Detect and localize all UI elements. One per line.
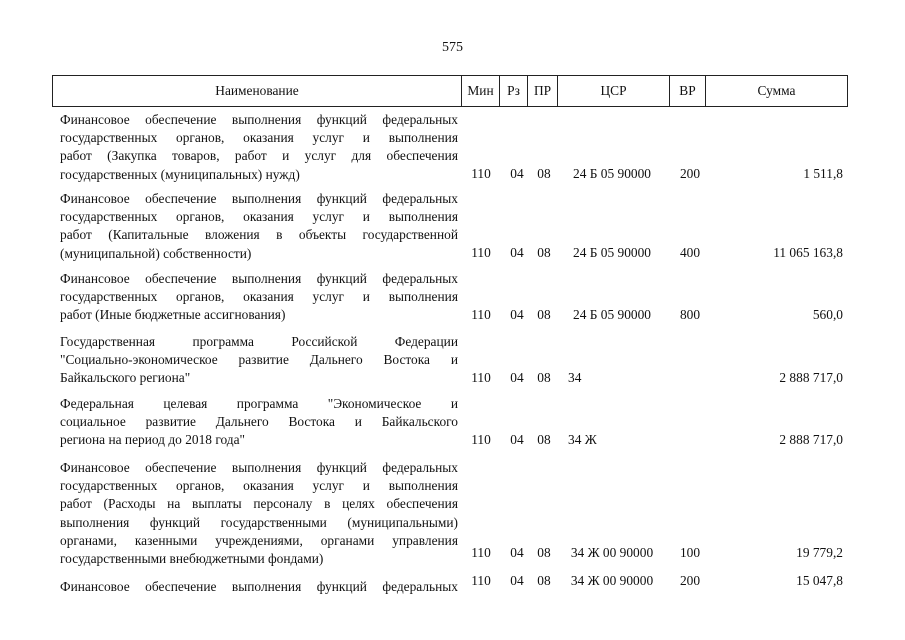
row-name-line: государственных органов, оказания услуг и выполнения	[60, 209, 458, 225]
row-min: 110	[471, 573, 491, 588]
row-name-line: выполнения функций государственными (муниципальными)	[60, 514, 458, 530]
column-header-csr: ЦСР	[558, 76, 670, 106]
row-name-line: Финансовое обеспечение выполнения функций федеральных	[60, 460, 458, 475]
row-name-line: Финансовое обеспечение выполнения функций федеральных	[60, 112, 458, 127]
row-rz: 04	[510, 245, 524, 260]
row-pr: 08	[537, 307, 551, 322]
row-name	[60, 190, 458, 263]
row-name-line: Финансовое обеспечение выполнения функций федеральных	[60, 191, 458, 206]
page-number: 575	[442, 40, 463, 55]
row-min: 110	[471, 370, 491, 385]
row-name-line: региона на период до 2018 года"	[60, 432, 246, 448]
row-name-line: (муниципальной) собственности)	[60, 245, 252, 261]
row-name-line: Финансовое обеспечение выполнения функций федеральных	[60, 271, 458, 286]
row-rz: 04	[510, 432, 524, 447]
row-name-line: государственных органов, оказания услуг и выполнения	[60, 130, 458, 146]
row-min: 110	[471, 166, 491, 181]
row-sum: 1 511,8	[803, 166, 843, 181]
row-vr: 100	[679, 545, 701, 560]
row-pr: 08	[537, 370, 551, 385]
row-vr: 800	[679, 307, 701, 322]
row-vr: 200	[679, 573, 701, 588]
row-min: 110	[471, 432, 491, 447]
row-csr: 34	[568, 370, 582, 385]
row-name-line: работ (Расходы на выплаты персоналу в целях обеспечения	[60, 496, 458, 512]
row-vr: 400	[679, 245, 701, 260]
row-name	[60, 578, 458, 596]
row-name-line: Государственная программа Российской Федерации	[60, 334, 458, 349]
row-name	[60, 270, 458, 325]
row-sum: 11 065 163,8	[773, 245, 843, 260]
column-header-rz: Рз	[500, 76, 528, 106]
row-pr: 08	[537, 573, 551, 588]
row-csr: 34 Ж	[568, 432, 597, 447]
row-name-line: государственными внебюджетными фондами)	[60, 551, 324, 567]
column-header-sum: Сумма	[757, 83, 796, 98]
row-rz: 04	[510, 307, 524, 322]
row-pr: 08	[537, 545, 551, 560]
row-name-line: Байкальского региона"	[60, 370, 191, 386]
row-sum: 2 888 717,0	[779, 432, 843, 447]
row-name-line: государственных (муниципальных) нужд)	[60, 166, 300, 182]
column-header-name: Наименование	[53, 76, 462, 106]
row-name	[60, 111, 458, 184]
row-min: 110	[471, 307, 491, 322]
row-min: 110	[471, 245, 491, 260]
row-vr: 200	[679, 166, 701, 181]
table-header	[52, 75, 848, 107]
row-sum: 19 779,2	[796, 545, 843, 560]
row-csr: 24 Б 05 90000	[573, 166, 651, 181]
column-header-vr: ВР	[670, 76, 706, 106]
row-csr: 24 Б 05 90000	[573, 307, 651, 322]
row-pr: 08	[537, 432, 551, 447]
column-header-min: Мин	[462, 76, 500, 106]
row-name-line: государственных органов, оказания услуг и выполнения	[60, 289, 458, 305]
row-name	[60, 333, 458, 388]
row-pr: 08	[537, 245, 551, 260]
column-header-pr: ПР	[528, 76, 558, 106]
row-name-line: Федеральная целевая программа "Экономическое и	[60, 396, 458, 411]
row-rz: 04	[510, 573, 524, 588]
row-rz: 04	[510, 545, 524, 560]
row-name-line: "Социально-экономическое развитие Дальнего Востока и	[60, 352, 458, 368]
row-name-line: работ (Закупка товаров, работ и услуг для обеспечения	[60, 148, 458, 164]
row-name	[60, 459, 458, 568]
row-name-line: государственных органов, оказания услуг и выполнения	[60, 478, 458, 494]
row-name-line: работ (Иные бюджетные ассигнования)	[60, 307, 286, 323]
row-sum: 560,0	[812, 307, 843, 322]
row-sum: 2 888 717,0	[779, 370, 843, 385]
row-csr: 24 Б 05 90000	[573, 245, 651, 260]
row-csr: 34 Ж 00 90000	[570, 573, 654, 588]
row-min: 110	[471, 545, 491, 560]
row-csr: 34 Ж 00 90000	[570, 545, 654, 560]
row-pr: 08	[537, 166, 551, 181]
row-rz: 04	[510, 166, 524, 181]
row-rz: 04	[510, 370, 524, 385]
row-name	[60, 395, 458, 450]
row-name-line: работ (Капитальные вложения в объекты государственной	[60, 227, 458, 243]
row-name-line: социальное развитие Дальнего Востока и Байкальского	[60, 414, 458, 430]
row-sum: 15 047,8	[796, 573, 843, 588]
row-name-line: органами, казенными учреждениями, органами управления	[60, 532, 458, 548]
row-name-line: Финансовое обеспечение выполнения функций федеральных	[60, 579, 458, 594]
